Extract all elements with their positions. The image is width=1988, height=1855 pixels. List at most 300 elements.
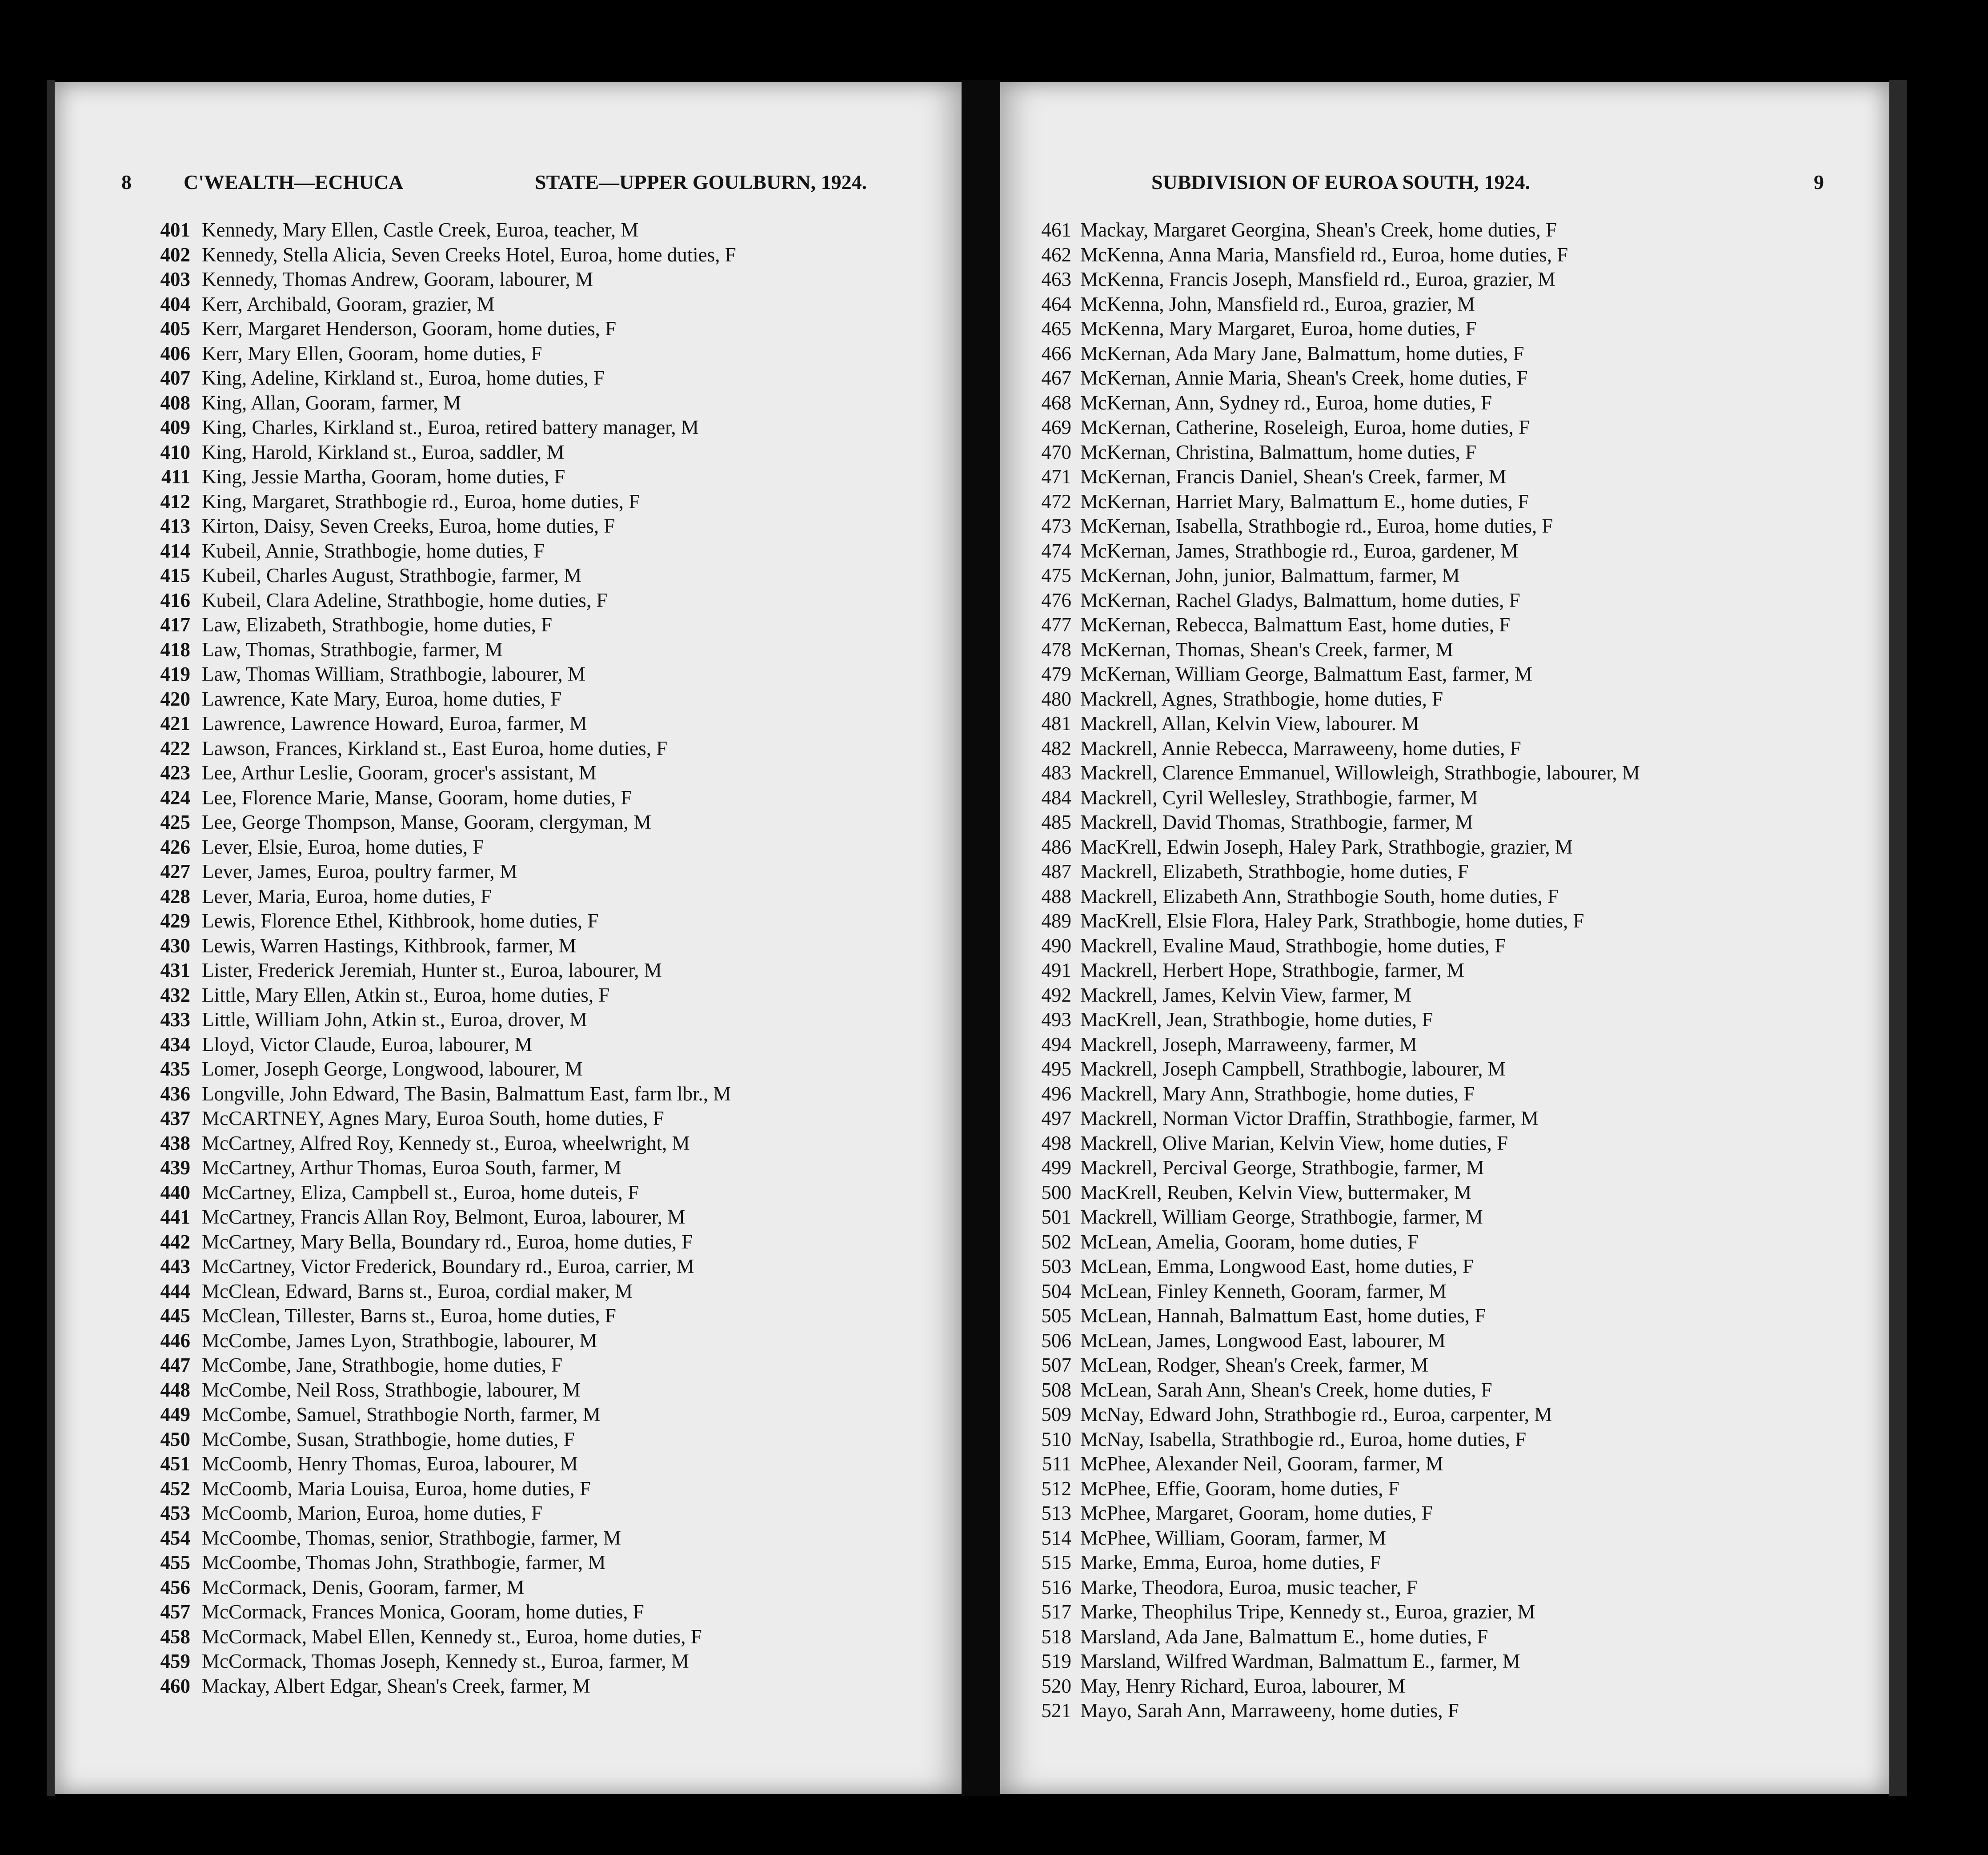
header-subdivision-title: SUBDIVISION OF EUROA SOUTH, 1924. <box>1151 171 1531 193</box>
elector-entry: King, Allan, Gooram, farmer, M <box>202 391 461 414</box>
elector-number: 423 <box>160 762 190 784</box>
list-item <box>130 1057 736 1082</box>
list-item <box>1027 539 1640 564</box>
list-item <box>130 1032 736 1057</box>
list-item <box>130 1304 736 1329</box>
elector-number: 478 <box>1041 638 1071 661</box>
list-item <box>1027 465 1640 490</box>
list-item <box>1027 662 1640 687</box>
elector-number: 450 <box>160 1428 190 1450</box>
elector-number: 506 <box>1041 1329 1071 1352</box>
elector-entry: MacKrell, Edwin Joseph, Haley Park, Strathbogie, grazier, M <box>1080 835 1573 858</box>
list-item <box>1027 514 1640 539</box>
elector-entry: Mackrell, William George, Strathbogie, farmer, M <box>1080 1206 1483 1228</box>
list-item <box>130 1082 736 1107</box>
elector-entry: McKernan, Christina, Balmattum, home duties, F <box>1080 441 1477 463</box>
elector-number: 485 <box>1041 811 1071 833</box>
elector-entry: McKernan, Isabella, Strathbogie rd., Euroa, home duties, F <box>1080 515 1553 537</box>
elector-entry: Marke, Theodora, Euroa, music teacher, F <box>1080 1576 1418 1598</box>
elector-entry: King, Adeline, Kirkland st., Euroa, home duties, F <box>202 367 605 389</box>
elector-number: 458 <box>160 1625 190 1648</box>
elector-number: 429 <box>160 910 190 932</box>
list-item <box>1027 1156 1640 1180</box>
list-item <box>1027 1131 1640 1156</box>
elector-number: 468 <box>1041 391 1071 414</box>
elector-number: 479 <box>1041 663 1071 685</box>
elector-number: 402 <box>160 243 190 266</box>
elector-number: 477 <box>1041 614 1071 636</box>
elector-number: 412 <box>160 490 190 513</box>
elector-entry: Kennedy, Mary Ellen, Castle Creek, Euroa, teacher, M <box>202 219 639 241</box>
elector-entry: McCormack, Denis, Gooram, farmer, M <box>202 1576 525 1598</box>
list-item <box>130 1279 736 1304</box>
elector-entry: Marke, Theophilus Tripe, Kennedy st., Euroa, grazier, M <box>1080 1601 1535 1623</box>
elector-number: 459 <box>160 1650 190 1672</box>
list-item <box>1027 761 1640 786</box>
elector-number: 481 <box>1041 712 1071 735</box>
entry-list-left <box>130 218 736 1698</box>
elector-entry: McKernan, William George, Balmattum East, farmer, M <box>1080 663 1532 685</box>
elector-number: 418 <box>160 638 190 661</box>
elector-entry: McKernan, Rachel Gladys, Balmattum, home duties, F <box>1080 589 1520 611</box>
elector-entry: McCoomb, Maria Louisa, Euroa, home duties, F <box>202 1477 591 1500</box>
list-item <box>130 835 736 860</box>
elector-number: 486 <box>1041 835 1071 858</box>
elector-number: 405 <box>160 317 190 340</box>
elector-entry: King, Margaret, Strathbogie rd., Euroa, home duties, F <box>202 490 640 513</box>
list-item <box>1027 884 1640 909</box>
elector-number: 501 <box>1041 1206 1071 1228</box>
elector-entry: McCoomb, Marion, Euroa, home duties, F <box>202 1502 543 1524</box>
left-page <box>55 82 962 1794</box>
elector-number: 494 <box>1041 1033 1071 1056</box>
elector-entry: McClean, Edward, Barns st., Euroa, cordial maker, M <box>202 1280 633 1302</box>
elector-entry: McKenna, Mary Margaret, Euroa, home duties, F <box>1080 317 1477 340</box>
list-item <box>1027 786 1640 811</box>
elector-number: 510 <box>1041 1428 1071 1450</box>
elector-entry: McLean, Finley Kenneth, Gooram, farmer, M <box>1080 1280 1447 1302</box>
list-item <box>1027 1329 1640 1353</box>
list-item <box>130 539 736 564</box>
elector-number: 504 <box>1041 1280 1071 1302</box>
elector-entry: King, Jessie Martha, Gooram, home duties, F <box>202 466 565 488</box>
elector-entry: McKernan, Rebecca, Balmattum East, home duties, F <box>1080 614 1511 636</box>
elector-number: 491 <box>1041 959 1071 981</box>
list-item <box>130 514 736 539</box>
list-item <box>1027 1674 1640 1699</box>
elector-entry: Lomer, Joseph George, Longwood, labourer, M <box>202 1058 583 1080</box>
elector-entry: McLean, Rodger, Shean's Creek, farmer, M <box>1080 1354 1428 1376</box>
elector-entry: Mayo, Sarah Ann, Marraweeny, home duties, F <box>1080 1699 1459 1722</box>
elector-entry: May, Henry Richard, Euroa, labourer, M <box>1080 1674 1406 1697</box>
elector-number: 462 <box>1041 243 1071 266</box>
list-item <box>130 859 736 884</box>
elector-entry: McCoomb, Henry Thomas, Euroa, labourer, M <box>202 1453 578 1475</box>
list-item <box>1027 859 1640 884</box>
elector-entry: McCoombe, Thomas, senior, Strathbogie, farmer, M <box>202 1526 621 1549</box>
list-item <box>1027 267 1640 292</box>
elector-entry: McCartney, Alfred Roy, Kennedy st., Euroa, wheelwright, M <box>202 1132 690 1154</box>
list-item <box>1027 958 1640 983</box>
elector-entry: McPhee, Effie, Gooram, home duties, F <box>1080 1477 1399 1500</box>
header-right-title: STATE—UPPER GOULBURN, 1924. <box>535 171 867 193</box>
elector-entry: Little, William John, Atkin st., Euroa, drover, M <box>202 1008 587 1031</box>
list-item <box>1027 1477 1640 1502</box>
list-item <box>1027 1501 1640 1526</box>
list-item <box>1027 810 1640 835</box>
list-item <box>1027 341 1640 366</box>
elector-number: 482 <box>1041 737 1071 759</box>
elector-entry: Law, Thomas William, Strathbogie, labourer, M <box>202 663 585 685</box>
list-item <box>1027 934 1640 959</box>
elector-number: 465 <box>1041 317 1071 340</box>
list-item <box>130 218 736 243</box>
elector-entry: Marsland, Ada Jane, Balmattum E., home duties, F <box>1080 1625 1488 1648</box>
elector-entry: Lever, Elsie, Euroa, home duties, F <box>202 835 484 858</box>
elector-entry: McKenna, John, Mansfield rd., Euroa, grazier, M <box>1080 293 1475 315</box>
elector-number: 475 <box>1041 564 1071 586</box>
elector-entry: McCartney, Arthur Thomas, Euroa South, farmer, M <box>202 1156 622 1179</box>
book-spine <box>962 80 1000 1796</box>
list-item <box>130 1205 736 1230</box>
elector-number: 419 <box>160 663 190 685</box>
elector-number: 474 <box>1041 539 1071 562</box>
list-item <box>1027 317 1640 341</box>
elector-number: 416 <box>160 589 190 611</box>
elector-number: 408 <box>160 391 190 414</box>
elector-number: 410 <box>160 441 190 463</box>
list-item <box>130 638 736 662</box>
elector-number: 484 <box>1041 786 1071 809</box>
elector-entry: McCARTNEY, Agnes Mary, Euroa South, home duties, F <box>202 1107 664 1129</box>
elector-entry: McKernan, Catherine, Roseleigh, Euroa, home duties, F <box>1080 416 1530 438</box>
elector-number: 417 <box>160 614 190 636</box>
list-item <box>1027 366 1640 391</box>
list-item <box>1027 1032 1640 1057</box>
elector-entry: Mackrell, Elizabeth, Strathbogie, home duties, F <box>1080 860 1469 883</box>
list-item <box>130 490 736 514</box>
elector-entry: McCombe, Neil Ross, Strathbogie, labourer, M <box>202 1378 581 1401</box>
elector-number: 502 <box>1041 1230 1071 1253</box>
list-item <box>1027 1057 1640 1082</box>
elector-number: 403 <box>160 268 190 290</box>
elector-number: 441 <box>160 1206 190 1228</box>
elector-entry: McKernan, Thomas, Shean's Creek, farmer, M <box>1080 638 1453 661</box>
list-item <box>1027 1698 1640 1723</box>
elector-entry: McCombe, Samuel, Strathbogie North, farmer, M <box>202 1403 601 1425</box>
elector-number: 517 <box>1041 1601 1071 1623</box>
elector-number: 455 <box>160 1551 190 1574</box>
elector-number: 460 <box>160 1674 190 1697</box>
list-item <box>130 1402 736 1427</box>
elector-number: 454 <box>160 1526 190 1549</box>
elector-number: 434 <box>160 1033 190 1056</box>
elector-entry: McKenna, Francis Joseph, Mansfield rd., Euroa, grazier, M <box>1080 268 1556 290</box>
elector-number: 440 <box>160 1181 190 1204</box>
elector-number: 516 <box>1041 1576 1071 1598</box>
elector-number: 413 <box>160 515 190 537</box>
list-item <box>1027 1625 1640 1650</box>
elector-entry: Law, Thomas, Strathbogie, farmer, M <box>202 638 503 661</box>
elector-entry: Kerr, Archibald, Gooram, grazier, M <box>202 293 495 315</box>
page-number-left: 8 <box>121 171 132 193</box>
elector-entry: Kubeil, Annie, Strathbogie, home duties, F <box>202 539 545 562</box>
list-item <box>130 1625 736 1650</box>
list-item <box>130 1353 736 1378</box>
elector-entry: Longville, John Edward, The Basin, Balmattum East, farm lbr., M <box>202 1082 731 1105</box>
list-item <box>1027 292 1640 317</box>
elector-number: 490 <box>1041 934 1071 957</box>
elector-number: 515 <box>1041 1551 1071 1574</box>
list-item <box>1027 243 1640 268</box>
elector-entry: McCoombe, Thomas John, Strathbogie, farmer, M <box>202 1551 606 1574</box>
elector-number: 473 <box>1041 515 1071 537</box>
elector-number: 499 <box>1041 1156 1071 1179</box>
elector-number: 447 <box>160 1354 190 1376</box>
list-item <box>1027 1008 1640 1032</box>
elector-number: 456 <box>160 1576 190 1598</box>
elector-number: 464 <box>1041 293 1071 315</box>
elector-number: 480 <box>1041 687 1071 710</box>
list-item <box>130 415 736 440</box>
list-item <box>130 1575 736 1600</box>
elector-entry: Lawrence, Kate Mary, Euroa, home duties, F <box>202 687 562 710</box>
elector-number: 467 <box>1041 367 1071 389</box>
elector-number: 438 <box>160 1132 190 1154</box>
elector-entry: Lewis, Warren Hastings, Kithbrook, farmer, M <box>202 934 577 957</box>
list-item <box>130 909 736 934</box>
list-item <box>130 1131 736 1156</box>
elector-number: 512 <box>1041 1477 1071 1500</box>
list-item <box>130 1230 736 1255</box>
list-item <box>1027 638 1640 662</box>
list-item <box>130 1501 736 1526</box>
elector-number: 448 <box>160 1378 190 1401</box>
elector-number: 457 <box>160 1601 190 1623</box>
elector-entry: Mackrell, Elizabeth Ann, Strathbogie South, home duties, F <box>1080 885 1559 907</box>
elector-entry: McClean, Tillester, Barns st., Euroa, home duties, F <box>202 1305 616 1327</box>
list-item <box>130 810 736 835</box>
list-item <box>130 958 736 983</box>
list-item <box>130 1180 736 1205</box>
elector-number: 427 <box>160 860 190 883</box>
elector-number: 435 <box>160 1058 190 1080</box>
list-item <box>1027 835 1640 860</box>
list-item <box>1027 1180 1640 1205</box>
list-item <box>1027 1526 1640 1551</box>
list-item <box>130 1378 736 1403</box>
list-item <box>1027 1304 1640 1329</box>
elector-entry: Lee, George Thompson, Manse, Gooram, clergyman, M <box>202 811 652 833</box>
elector-entry: McLean, Emma, Longwood East, home duties, F <box>1080 1255 1474 1277</box>
book-edge-right <box>1889 80 1907 1796</box>
elector-entry: McLean, Hannah, Balmattum East, home duties, F <box>1080 1305 1486 1327</box>
list-item <box>1027 1427 1640 1452</box>
elector-entry: Kennedy, Stella Alicia, Seven Creeks Hotel, Euroa, home duties, F <box>202 243 736 266</box>
elector-number: 431 <box>160 959 190 981</box>
elector-entry: Mackrell, Joseph, Marraweeny, farmer, M <box>1080 1033 1417 1056</box>
list-item <box>1027 391 1640 416</box>
elector-number: 433 <box>160 1008 190 1031</box>
elector-entry: Kennedy, Thomas Andrew, Gooram, labourer, M <box>202 268 593 290</box>
elector-number: 489 <box>1041 910 1071 932</box>
elector-entry: McPhee, Margaret, Gooram, home duties, F <box>1080 1502 1433 1524</box>
elector-entry: Mackrell, Percival George, Strathbogie, farmer, M <box>1080 1156 1484 1179</box>
elector-number: 488 <box>1041 885 1071 907</box>
elector-number: 521 <box>1041 1699 1071 1722</box>
elector-number: 498 <box>1041 1132 1071 1154</box>
elector-entry: McPhee, Alexander Neil, Gooram, farmer, M <box>1080 1453 1443 1475</box>
elector-entry: McKernan, Francis Daniel, Shean's Creek, farmer, M <box>1080 466 1507 488</box>
elector-number: 409 <box>160 416 190 438</box>
elector-number: 407 <box>160 367 190 389</box>
elector-entry: McKernan, Annie Maria, Shean's Creek, home duties, F <box>1080 367 1528 389</box>
list-item <box>1027 1353 1640 1378</box>
elector-number: 439 <box>160 1156 190 1179</box>
list-item <box>130 292 736 317</box>
elector-entry: Lever, Maria, Euroa, home duties, F <box>202 885 492 907</box>
elector-number: 446 <box>160 1329 190 1352</box>
list-item <box>130 366 736 391</box>
list-item <box>1027 490 1640 514</box>
elector-number: 513 <box>1041 1502 1071 1524</box>
elector-number: 430 <box>160 934 190 957</box>
elector-number: 404 <box>160 293 190 315</box>
list-item <box>130 1674 736 1699</box>
elector-entry: Lloyd, Victor Claude, Euroa, labourer, M <box>202 1033 533 1056</box>
list-item <box>130 391 736 416</box>
elector-number: 508 <box>1041 1378 1071 1401</box>
elector-entry: Lever, James, Euroa, poultry farmer, M <box>202 860 517 883</box>
elector-entry: Mackrell, Olive Marian, Kelvin View, home duties, F <box>1080 1132 1508 1154</box>
elector-entry: Mackrell, Mary Ann, Strathbogie, home duties, F <box>1080 1082 1475 1105</box>
elector-entry: Kerr, Mary Ellen, Gooram, home duties, F <box>202 342 542 365</box>
elector-entry: Lister, Frederick Jeremiah, Hunter st., Euroa, labourer, M <box>202 959 662 981</box>
elector-entry: McPhee, William, Gooram, farmer, M <box>1080 1526 1386 1549</box>
elector-entry: McNay, Edward John, Strathbogie rd., Euroa, carpenter, M <box>1080 1403 1552 1425</box>
list-item <box>130 613 736 638</box>
list-item <box>1027 1378 1640 1403</box>
elector-number: 401 <box>160 219 190 241</box>
elector-number: 497 <box>1041 1107 1071 1129</box>
elector-number: 424 <box>160 786 190 809</box>
elector-entry: McCormack, Frances Monica, Gooram, home duties, F <box>202 1601 644 1623</box>
list-item <box>1027 687 1640 712</box>
list-item <box>130 1329 736 1353</box>
elector-entry: Kubeil, Clara Adeline, Strathbogie, home duties, F <box>202 589 608 611</box>
list-item <box>130 786 736 811</box>
right-page <box>1000 82 1889 1794</box>
list-item <box>130 1550 736 1575</box>
list-item <box>130 563 736 588</box>
list-item <box>130 1254 736 1279</box>
elector-entry: McKenna, Anna Maria, Mansfield rd., Euroa, home duties, F <box>1080 243 1568 266</box>
list-item <box>130 1008 736 1032</box>
elector-entry: Mackrell, Herbert Hope, Strathbogie, farmer, M <box>1080 959 1465 981</box>
list-item <box>130 1156 736 1180</box>
elector-entry: Mackay, Albert Edgar, Shean's Creek, farmer, M <box>202 1674 590 1697</box>
list-item <box>1027 415 1640 440</box>
elector-entry: King, Harold, Kirkland st., Euroa, saddler, M <box>202 441 565 463</box>
elector-entry: McKernan, Ada Mary Jane, Balmattum, home duties, F <box>1080 342 1524 365</box>
elector-number: 514 <box>1041 1526 1071 1549</box>
list-item <box>1027 1082 1640 1107</box>
list-item <box>130 341 736 366</box>
list-item <box>1027 1205 1640 1230</box>
elector-number: 420 <box>160 687 190 710</box>
entry-list-right <box>1027 218 1640 1723</box>
elector-entry: MacKrell, Elsie Flora, Haley Park, Strathbogie, home duties, F <box>1080 910 1584 932</box>
elector-number: 493 <box>1041 1008 1071 1031</box>
list-item <box>130 662 736 687</box>
elector-number: 496 <box>1041 1082 1071 1105</box>
elector-number: 443 <box>160 1255 190 1277</box>
list-item <box>1027 1452 1640 1477</box>
elector-number: 445 <box>160 1305 190 1327</box>
list-item <box>130 465 736 490</box>
elector-entry: Mackrell, Agnes, Strathbogie, home duties, F <box>1080 687 1443 710</box>
elector-entry: McCormack, Thomas Joseph, Kennedy st., Euroa, farmer, M <box>202 1650 689 1672</box>
elector-number: 511 <box>1042 1453 1071 1475</box>
elector-number: 470 <box>1041 441 1071 463</box>
elector-number: 437 <box>160 1107 190 1129</box>
elector-number: 453 <box>160 1502 190 1524</box>
list-item <box>1027 1600 1640 1625</box>
list-item <box>1027 1550 1640 1575</box>
elector-number: 461 <box>1041 219 1071 241</box>
list-item <box>130 736 736 761</box>
list-item <box>1027 1279 1640 1304</box>
list-item <box>1027 909 1640 934</box>
elector-entry: McKernan, Ann, Sydney rd., Euroa, home duties, F <box>1080 391 1492 414</box>
elector-number: 451 <box>160 1453 190 1475</box>
elector-number: 471 <box>1041 466 1071 488</box>
list-item <box>1027 613 1640 638</box>
elector-entry: McNay, Isabella, Strathbogie rd., Euroa, home duties, F <box>1080 1428 1527 1450</box>
elector-entry: McCormack, Mabel Ellen, Kennedy st., Euroa, home duties, F <box>202 1625 702 1648</box>
elector-entry: McLean, James, Longwood East, labourer, M <box>1080 1329 1446 1352</box>
elector-number: 472 <box>1041 490 1071 513</box>
elector-entry: Mackrell, James, Kelvin View, farmer, M <box>1080 984 1412 1006</box>
elector-number: 442 <box>160 1230 190 1253</box>
elector-entry: Mackrell, David Thomas, Strathbogie, farmer, M <box>1080 811 1473 833</box>
list-item <box>130 711 736 736</box>
elector-entry: McCartney, Mary Bella, Boundary rd., Euroa, home duties, F <box>202 1230 693 1253</box>
list-item <box>1027 440 1640 465</box>
elector-number: 466 <box>1041 342 1071 365</box>
elector-number: 483 <box>1041 762 1071 784</box>
elector-entry: MacKrell, Reuben, Kelvin View, buttermaker, M <box>1080 1181 1472 1204</box>
elector-number: 520 <box>1041 1674 1071 1697</box>
elector-number: 436 <box>160 1082 190 1105</box>
elector-number: 444 <box>160 1280 190 1302</box>
list-item <box>1027 983 1640 1008</box>
elector-number: 452 <box>160 1477 190 1500</box>
elector-entry: Kubeil, Charles August, Strathbogie, farmer, M <box>202 564 582 586</box>
elector-entry: McKernan, John, junior, Balmattum, farmer, M <box>1080 564 1460 586</box>
list-item <box>130 267 736 292</box>
elector-number: 495 <box>1041 1058 1071 1080</box>
elector-number: 492 <box>1041 984 1071 1006</box>
elector-number: 428 <box>160 885 190 907</box>
list-item <box>1027 563 1640 588</box>
list-item <box>130 1600 736 1625</box>
list-item <box>1027 1106 1640 1131</box>
list-item <box>130 440 736 465</box>
elector-number: 421 <box>160 712 190 735</box>
header-left-title: C'WEALTH—ECHUCA <box>184 171 404 193</box>
elector-entry: Lee, Florence Marie, Manse, Gooram, home duties, F <box>202 786 632 809</box>
